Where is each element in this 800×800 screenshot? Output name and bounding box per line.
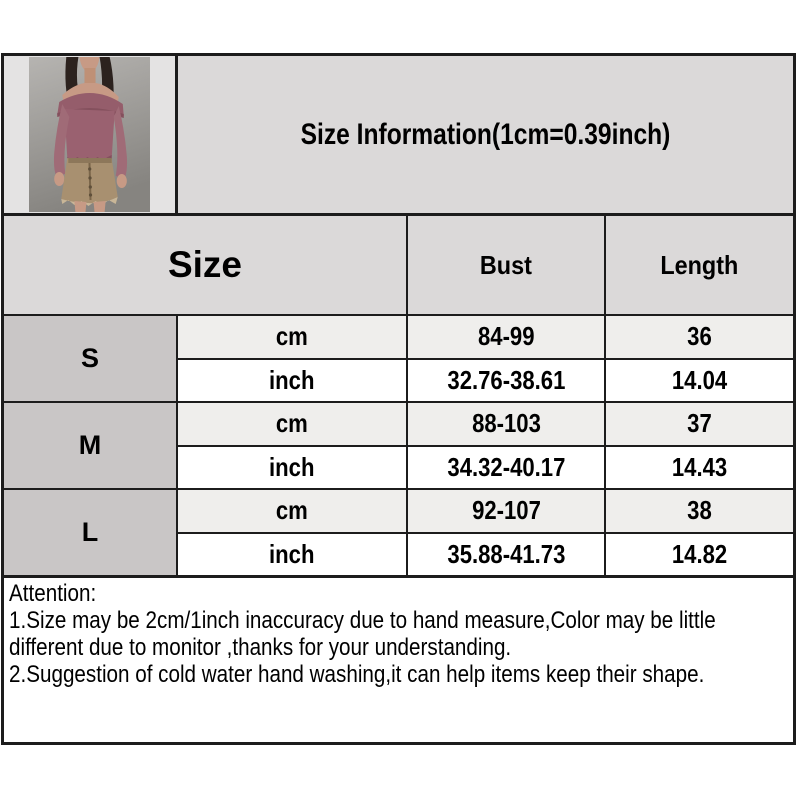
header-bust-cell: [408, 216, 604, 314]
page-title: Size Information(1cm=0.39inch): [300, 117, 671, 151]
s-inch-length-cell: 14.04: [606, 360, 793, 402]
size-chart-box: [1, 53, 796, 745]
header-bust-label: Bust: [479, 249, 533, 280]
header-size-label: Size: [167, 244, 243, 285]
s-cm-bust-cell: 84-99: [408, 316, 604, 358]
product-photo: [29, 57, 150, 212]
s-inch-unit-cell: inch: [178, 360, 406, 402]
header-band: [4, 56, 793, 216]
l-inch-unit-cell: inch: [178, 534, 406, 576]
m-inch-unit-cell: inch: [178, 447, 406, 489]
l-inch-length-cell: 14.82: [606, 534, 793, 576]
s-inch-bust-cell: 32.76-38.61: [408, 360, 604, 402]
size-table: [4, 216, 793, 578]
s-cm-length-cell: 36: [606, 316, 793, 358]
attention-section: [4, 578, 793, 742]
product-photo-cell: [4, 56, 178, 213]
l-cm-length-cell: 38: [606, 490, 793, 532]
size-label-l: L: [4, 490, 176, 575]
attention-heading: Attention:: [9, 580, 97, 607]
size-label-m: M: [4, 403, 176, 488]
size-label-s: S: [4, 316, 176, 401]
m-cm-bust-cell: 88-103: [408, 403, 604, 445]
header-length-cell: [606, 216, 793, 314]
header-length-label: Length: [660, 249, 739, 280]
attention-line-1: 1.Size may be 2cm/1inch inaccuracy due to hand measure,Color may be little: [9, 607, 716, 634]
m-inch-bust-cell: 34.32-40.17: [408, 447, 604, 489]
m-cm-length-cell: 37: [606, 403, 793, 445]
l-cm-unit-cell: cm: [178, 490, 406, 532]
s-cm-unit-cell: cm: [178, 316, 406, 358]
attention-line-3: 2.Suggestion of cold water hand washing,it can help items keep their shape.: [9, 661, 705, 688]
m-cm-unit-cell: cm: [178, 403, 406, 445]
l-cm-bust-cell: 92-107: [408, 490, 604, 532]
title-cell: [178, 56, 793, 213]
header-size-cell: [4, 216, 406, 314]
attention-line-2: different due to monitor ,thanks for your understanding.: [9, 634, 512, 661]
m-inch-length-cell: 14.43: [606, 447, 793, 489]
l-inch-bust-cell: 35.88-41.73: [408, 534, 604, 576]
